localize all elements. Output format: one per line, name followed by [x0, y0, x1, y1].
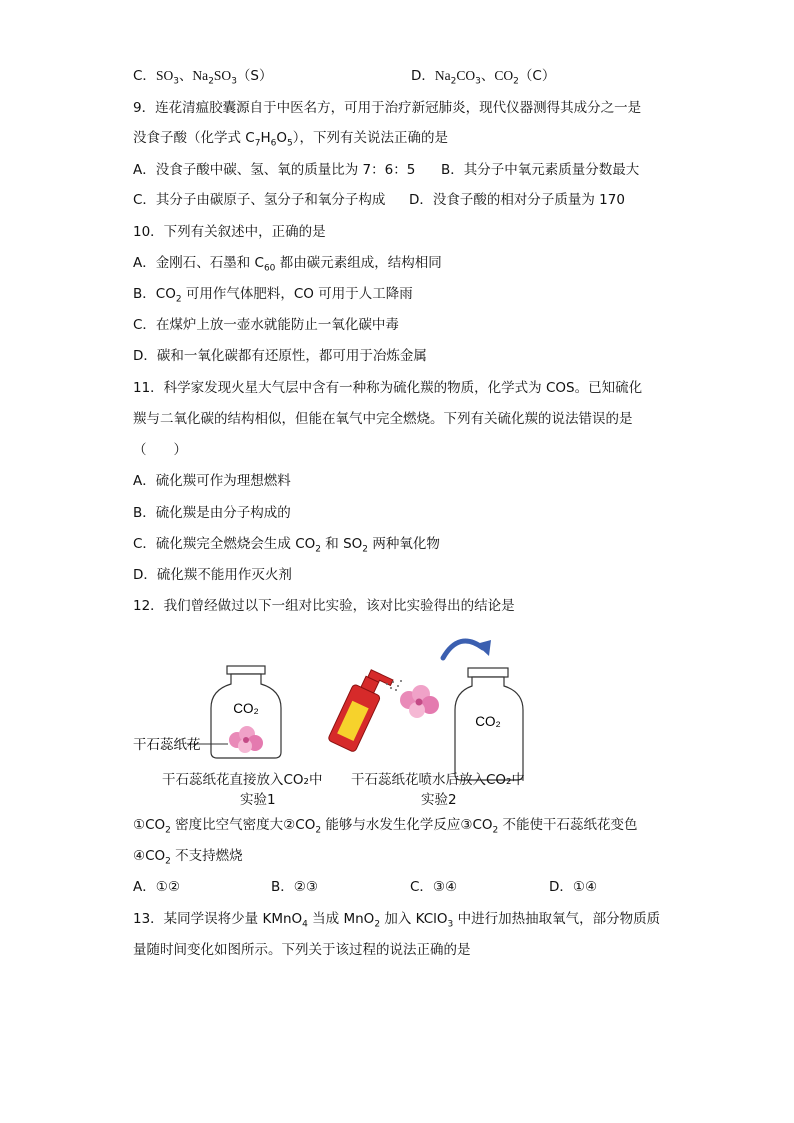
spray-bottle-icon [328, 666, 393, 755]
q12-option-d: D．①④ [549, 879, 598, 895]
caption-experiment-2-label: 实验2 [421, 792, 457, 808]
q12-option-b: B．②③ [271, 879, 318, 895]
q11-stem-line2: 羰与二氧化碳的结构相似，但能在氧气中完全燃烧。下列有关硫化羰的说法错误的是 [133, 411, 633, 427]
q10-option-a: A．金刚石、石墨和 $C_{60}$ 都由碳元素组成，结构相同 [133, 255, 442, 274]
q11-stem-line1: 11．科学家发现火星大气层中含有一种称为硫化羰的物质，化学式为 COS。已知硫化 [133, 380, 643, 396]
q11-option-d: D．硫化羰不能用作灭火剂 [133, 567, 292, 583]
q9-option-d: D．没食子酸的相对分子质量为 170 [409, 192, 625, 208]
q12-statements-line1: $①CO_2$ 密度比空气密度大$②CO_2$ 能够与水发生化学反应$③CO_2$ 不能使干石蕊纸花变色 [133, 817, 638, 836]
jar-2-label: CO₂ [475, 714, 501, 729]
q9-option-b: B．其分子中氧元素质量分数最大 [441, 162, 640, 178]
caption-experiment-2: 干石蕊纸花喷水后放入CO₂中 [351, 772, 525, 788]
q11-option-a: A．硫化羰可作为理想燃料 [133, 473, 291, 489]
q9-option-a: A．没食子酸中碳、氢、氧的质量比为 7：6：5 [133, 162, 416, 178]
q11-option-c: C．硫化羰完全燃烧会生成 $CO_2$ 和 $SO_2$ 两种氧化物 [133, 536, 440, 555]
q8-option-c: C．$SO_3$、$Na_2SO_3(S)$ [133, 68, 273, 87]
q13-stem-line1: 13．某同学误将少量 KMnO$_4$ 当成 MnO$_2$ 加入 KClO$_3$ 中进行加热抽取氧气，部分物质质 [133, 911, 661, 930]
q9-option-c: C．其分子由碳原子、氢分子和氧分子构成 [133, 192, 386, 208]
curved-arrow-icon [443, 640, 491, 658]
q9-stem-line2: 没食子酸（化学式 $C_7H_6O_5$），下列有关说法正确的是 [133, 130, 448, 149]
q12-option-a: A．①② [133, 879, 180, 895]
q10-option-b: B．$CO_2$ 可用作气体肥料，CO 可用于人工降雨 [133, 286, 413, 305]
q12-stem: 12．我们曾经做过以下一组对比实验，该对比实验得出的结论是 [133, 598, 515, 614]
q12-option-c: C．③④ [410, 879, 458, 895]
jar-1-label: CO₂ [233, 701, 259, 716]
q12-statements-line2: $④CO_2$ 不支持燃烧 [133, 848, 243, 867]
q10-option-c: C．在煤炉上放一壶水就能防止一氧化碳中毒 [133, 317, 399, 333]
q11-option-b: B．硫化羰是由分子构成的 [133, 505, 291, 521]
flower-label: 干石蕊纸花 [133, 737, 201, 753]
q10-option-d: D．碳和一氧化碳都有还原性，都可用于冶炼金属 [133, 348, 427, 364]
q10-stem: 10．下列有关叙述中，正确的是 [133, 224, 326, 240]
caption-experiment-1-label: 实验1 [240, 792, 276, 808]
flower-2-icon [400, 685, 439, 718]
q11-stem-line3: （ ） [133, 442, 187, 458]
q8-option-d: D．$Na_2CO_3$、$CO_2(C)$ [411, 68, 556, 87]
q9-stem-line1: 9．连花清瘟胶囊源自于中医名方，可用于治疗新冠肺炎，现代仪器测得其成分之一是 [133, 100, 642, 116]
q13-stem-line2: 量随时间变化如图所示。下列关于该过程的说法正确的是 [133, 942, 471, 958]
caption-experiment-1: 干石蕊纸花直接放入CO₂中 [162, 772, 323, 788]
